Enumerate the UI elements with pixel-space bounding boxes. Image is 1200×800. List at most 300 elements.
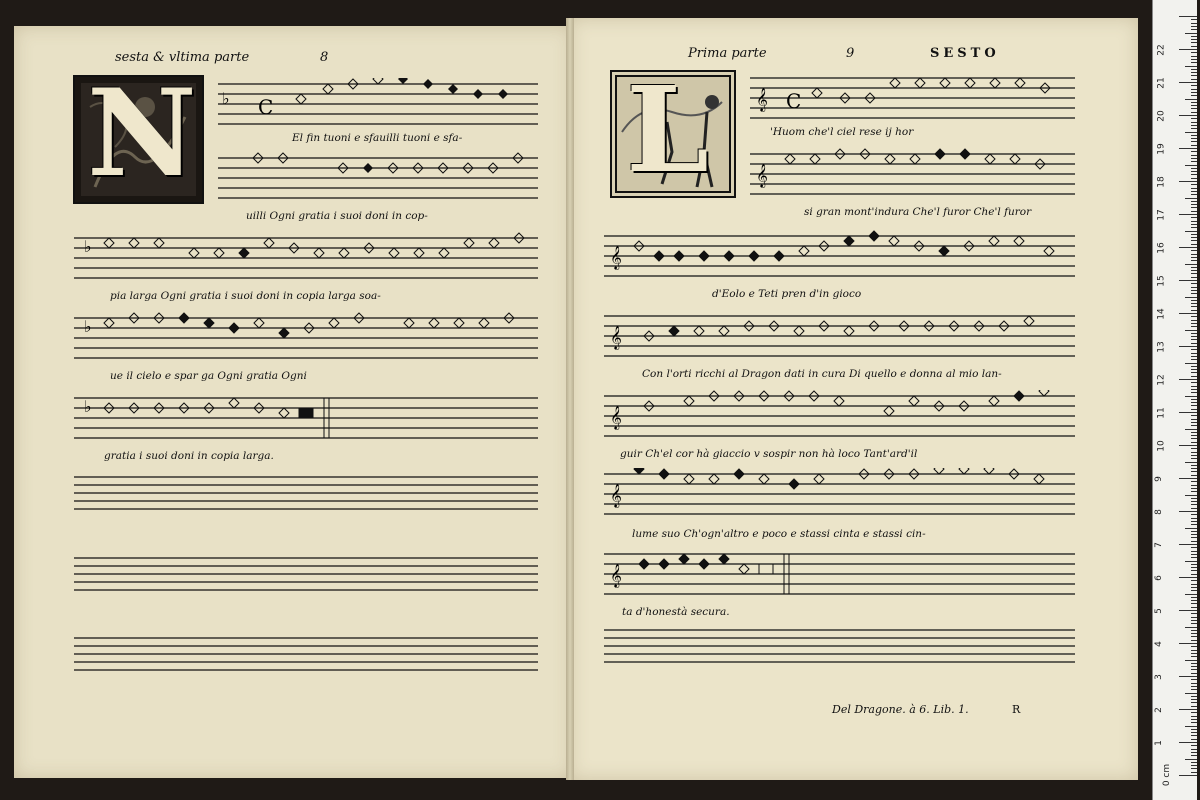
ruler-tick [1191, 679, 1197, 680]
ruler-tick [1191, 633, 1197, 634]
ruler-tick [1191, 260, 1197, 261]
left-lyric-2: uilli Ogni gratia i suoi doni in cop- [246, 210, 428, 222]
ruler-tick [1185, 462, 1197, 463]
ruler-tick [1191, 732, 1197, 733]
ruler-mark: 13 [1156, 341, 1167, 353]
ruler-tick [1191, 524, 1197, 525]
ruler-tick [1185, 99, 1197, 100]
ruler-tick [1191, 557, 1197, 558]
left-header-part: sesta & vltima parte [115, 50, 250, 65]
ruler-tick [1191, 567, 1197, 568]
ruler-tick [1191, 745, 1197, 746]
ruler-tick [1191, 79, 1197, 80]
ruler-tick [1191, 673, 1197, 674]
ruler-tick [1191, 574, 1197, 575]
ruler-tick [1179, 379, 1197, 380]
left-lyric-5: gratia i suoi doni in copia larga. [104, 450, 274, 462]
ruler-tick [1185, 165, 1197, 166]
ruler-tick [1191, 59, 1197, 60]
ruler-tick [1191, 481, 1197, 482]
ruler-tick [1185, 561, 1197, 562]
ruler-tick [1191, 151, 1197, 152]
right-lyric-3: d'Eolo e Teti pren d'in gioco [712, 288, 862, 300]
ruler-tick [1191, 669, 1197, 670]
ruler-tick [1179, 709, 1197, 710]
ruler-tick [1191, 570, 1197, 571]
ruler-tick [1191, 171, 1197, 172]
ruler-tick [1191, 617, 1197, 618]
treble-clef-icon: 𝄞 [610, 483, 622, 507]
ruler-tick [1191, 29, 1197, 30]
left-page-number: 8 [320, 50, 329, 65]
treble-clef-icon: 𝄞 [610, 563, 622, 587]
ruler-tick [1191, 353, 1197, 354]
ruler-tick [1191, 452, 1197, 453]
left-lyric-3: pia larga Ogni gratia i suoi doni in copia larga soa- [110, 290, 381, 302]
ruler-tick [1191, 386, 1197, 387]
ruler-tick [1185, 429, 1197, 430]
ruler-tick [1191, 211, 1197, 212]
left-staff-3 [74, 232, 538, 284]
ruler-mark: 1 [1153, 740, 1164, 746]
ruler-tick [1191, 425, 1197, 426]
ruler-tick [1191, 306, 1197, 307]
ruler-tick [1179, 214, 1197, 215]
ruler-tick [1191, 336, 1197, 337]
treble-clef-icon: 𝄞 [756, 163, 768, 187]
ruler-tick [1185, 297, 1197, 298]
ruler-tick [1191, 56, 1197, 57]
ruler-tick [1179, 280, 1197, 281]
ruler-tick [1191, 293, 1197, 294]
ruler-tick [1179, 82, 1197, 83]
ruler-tick [1191, 359, 1197, 360]
ruler-tick [1191, 422, 1197, 423]
ruler-mark: 19 [1156, 143, 1167, 155]
ruler-tick [1185, 726, 1197, 727]
ruler-mark: 20 [1156, 110, 1167, 122]
ruler-tick [1191, 501, 1197, 502]
ruler-tick [1191, 402, 1197, 403]
ruler-tick [1191, 52, 1197, 53]
ruler-tick [1185, 495, 1197, 496]
flat-icon: ♭ [84, 317, 92, 336]
left-lyric-4: ue il cielo e spar ga Ogni gratia Ogni [110, 370, 307, 382]
ruler-mark: 12 [1156, 374, 1167, 386]
ruler-tick [1179, 49, 1197, 50]
ruler-tick [1185, 198, 1197, 199]
ruler-tick [1191, 765, 1197, 766]
ruler-tick [1191, 145, 1197, 146]
ruler-tick [1191, 590, 1197, 591]
treble-clef-icon: 𝄞 [610, 325, 622, 349]
ruler-tick [1179, 148, 1197, 149]
ruler-tick [1191, 623, 1197, 624]
ruler-tick [1191, 85, 1197, 86]
ruler-tick [1191, 613, 1197, 614]
ruler-tick [1191, 267, 1197, 268]
ruler-tick [1191, 244, 1197, 245]
ruler-tick [1185, 363, 1197, 364]
ruler-tick [1191, 316, 1197, 317]
right-lyric-7: ta d'honestà secura. [622, 606, 730, 618]
ruler-tick [1191, 174, 1197, 175]
ruler-tick [1191, 706, 1197, 707]
left-empty-staff-2 [74, 556, 538, 598]
right-staff-1 [750, 72, 1075, 124]
ruler-tick [1191, 653, 1197, 654]
right-staff-4 [604, 310, 1075, 362]
initial-letter: L [626, 70, 709, 198]
ruler-tick [1185, 627, 1197, 628]
ruler-tick [1191, 112, 1197, 113]
ruler-tick [1191, 36, 1197, 37]
ruler-tick [1191, 689, 1197, 690]
ruler-tick [1191, 719, 1197, 720]
ruler-tick [1191, 580, 1197, 581]
ruler-tick [1179, 445, 1197, 446]
right-lyric-6: lume suo Ch'ogn'altro e poco e stassi cinta e stassi cin- [632, 528, 926, 540]
ruler-tick [1191, 600, 1197, 601]
ruler-tick [1191, 712, 1197, 713]
left-empty-staff-3 [74, 636, 538, 678]
ruler-tick [1191, 221, 1197, 222]
ruler-tick [1191, 188, 1197, 189]
ruler-tick [1191, 168, 1197, 169]
ruler-tick [1191, 448, 1197, 449]
ruler-tick [1191, 155, 1197, 156]
common-time-icon: C [786, 89, 802, 113]
ruler-tick [1191, 122, 1197, 123]
ruler-tick [1191, 234, 1197, 235]
decorated-initial-l [610, 70, 736, 198]
ruler-mark: 22 [1156, 44, 1167, 56]
ruler-tick [1191, 287, 1197, 288]
ruler-tick [1185, 660, 1197, 661]
ruler-tick [1191, 656, 1197, 657]
ruler-tick [1191, 191, 1197, 192]
ruler-tick [1191, 62, 1197, 63]
ruler-mark: 5 [1153, 608, 1164, 614]
ruler-tick [1191, 270, 1197, 271]
ruler-tick [1191, 739, 1197, 740]
ruler-tick [1191, 240, 1197, 241]
ruler-tick [1191, 603, 1197, 604]
right-staff-2 [750, 148, 1075, 200]
left-lyric-1: El fin tuoni e sfauilli tuoni e sfa- [292, 132, 463, 144]
ruler-tick [1191, 716, 1197, 717]
right-page-number: 9 [846, 46, 855, 61]
right-staff-7 [604, 548, 1075, 600]
ruler-tick [1191, 442, 1197, 443]
ruler-mark: 21 [1156, 77, 1167, 89]
ruler-tick [1191, 277, 1197, 278]
ruler-tick [1191, 498, 1197, 499]
ruler-tick [1179, 643, 1197, 644]
treble-clef-icon: 𝄞 [610, 245, 622, 269]
ruler-tick [1179, 742, 1197, 743]
ruler-tick [1191, 534, 1197, 535]
ruler-tick [1191, 128, 1197, 129]
ruler-tick [1179, 577, 1197, 578]
right-lyric-1: 'Huom che'l ciel rese ij hor [770, 126, 914, 138]
ruler-tick [1191, 514, 1197, 515]
measurement-ruler [1152, 0, 1197, 800]
ruler-tick [1179, 544, 1197, 545]
ruler-tick [1191, 666, 1197, 667]
ruler-tick [1185, 759, 1197, 760]
ruler-tick [1179, 478, 1197, 479]
ruler-tick [1191, 204, 1197, 205]
ruler-tick [1185, 594, 1197, 595]
ruler-tick [1191, 138, 1197, 139]
ruler-tick [1191, 607, 1197, 608]
ruler-tick [1185, 528, 1197, 529]
common-time-icon: C [258, 95, 274, 119]
ruler-tick [1191, 663, 1197, 664]
ruler-tick [1191, 488, 1197, 489]
ruler-tick [1191, 102, 1197, 103]
ruler-tick [1179, 775, 1197, 776]
ruler-tick [1191, 541, 1197, 542]
ruler-mark: 6 [1153, 575, 1164, 581]
ruler-tick [1191, 283, 1197, 284]
ruler-tick [1191, 620, 1197, 621]
ruler-tick [1191, 686, 1197, 687]
ruler-tick [1179, 412, 1197, 413]
ruler-tick [1191, 118, 1197, 119]
ruler-tick [1191, 735, 1197, 736]
ruler-tick [1191, 382, 1197, 383]
ruler-tick [1191, 491, 1197, 492]
ruler-tick [1191, 699, 1197, 700]
ruler-tick [1191, 310, 1197, 311]
ruler-tick [1191, 597, 1197, 598]
ruler-tick [1191, 320, 1197, 321]
ruler-tick [1191, 702, 1197, 703]
right-staff-3 [604, 230, 1075, 282]
ruler-tick [1191, 458, 1197, 459]
ruler-tick [1191, 749, 1197, 750]
ruler-tick [1191, 468, 1197, 469]
ruler-mark: 15 [1156, 275, 1167, 287]
ruler-tick [1191, 250, 1197, 251]
ruler-tick [1179, 511, 1197, 512]
ruler-tick [1179, 610, 1197, 611]
ruler-tick [1191, 432, 1197, 433]
ruler-tick [1191, 455, 1197, 456]
left-empty-staff-1 [74, 475, 538, 517]
ruler-tick [1191, 303, 1197, 304]
ruler-mark: 18 [1156, 176, 1167, 188]
ruler-tick [1191, 72, 1197, 73]
ruler-tick [1191, 237, 1197, 238]
ruler-tick [1191, 392, 1197, 393]
flat-icon: ♭ [222, 89, 230, 108]
ruler-tick [1191, 508, 1197, 509]
ruler-tick [1185, 132, 1197, 133]
ruler-mark: 17 [1156, 209, 1167, 221]
ruler-tick [1191, 26, 1197, 27]
right-lyric-5: guir Ch'el cor hà giaccio v sospir non hà loco Tant'ard'il [620, 448, 918, 460]
flat-icon: ♭ [84, 237, 92, 256]
ruler-tick [1191, 768, 1197, 769]
ruler-tick [1191, 752, 1197, 753]
ruler-tick [1191, 372, 1197, 373]
ruler-tick [1191, 161, 1197, 162]
ruler-tick [1191, 39, 1197, 40]
ruler-tick [1191, 547, 1197, 548]
ruler-tick [1191, 640, 1197, 641]
ruler-tick [1191, 227, 1197, 228]
ruler-tick [1191, 326, 1197, 327]
ruler-tick [1185, 693, 1197, 694]
ruler-tick [1191, 349, 1197, 350]
ruler-mark: 7 [1153, 542, 1164, 548]
ruler-tick [1191, 201, 1197, 202]
ruler-tick [1185, 264, 1197, 265]
ruler-tick [1191, 95, 1197, 96]
left-staff-1 [218, 78, 538, 130]
ruler-tick [1191, 69, 1197, 70]
ruler-tick [1191, 722, 1197, 723]
treble-clef-icon: 𝄞 [756, 87, 768, 111]
ruler-tick [1179, 181, 1197, 182]
ruler-tick [1191, 108, 1197, 109]
ruler-tick [1185, 330, 1197, 331]
left-staff-5 [74, 392, 538, 444]
ruler-mark: 11 [1156, 407, 1167, 419]
signature-mark: R [1012, 703, 1021, 716]
ruler-mark: 9 [1153, 476, 1164, 482]
book-gutter [566, 18, 574, 780]
ruler-tick [1191, 696, 1197, 697]
left-staff-2 [218, 152, 538, 204]
right-header-part: Prima parte [688, 46, 767, 61]
ruler-tick [1185, 66, 1197, 67]
ruler-tick [1191, 290, 1197, 291]
ruler-tick [1191, 343, 1197, 344]
ruler-tick [1191, 551, 1197, 552]
flat-icon: ♭ [84, 397, 92, 416]
ruler-unit-label: 0 cm [1162, 763, 1173, 787]
ruler-tick [1191, 178, 1197, 179]
ruler-tick [1191, 521, 1197, 522]
ruler-tick [1191, 333, 1197, 334]
ruler-tick [1191, 158, 1197, 159]
ruler-tick [1191, 92, 1197, 93]
ruler-tick [1191, 537, 1197, 538]
ruler-tick [1191, 135, 1197, 136]
ruler-tick [1191, 75, 1197, 76]
ruler-tick [1191, 323, 1197, 324]
ruler-tick [1191, 762, 1197, 763]
ruler-tick [1191, 125, 1197, 126]
ruler-tick [1191, 729, 1197, 730]
ruler-tick [1179, 16, 1197, 17]
ruler-tick [1191, 184, 1197, 185]
ruler-mark: 4 [1153, 641, 1164, 647]
initial-letter: N [87, 75, 197, 204]
ruler-tick [1191, 405, 1197, 406]
ruler-mark: 3 [1153, 674, 1164, 680]
ruler-tick [1191, 650, 1197, 651]
ruler-tick [1191, 438, 1197, 439]
ruler-tick [1191, 207, 1197, 208]
ruler-tick [1191, 772, 1197, 773]
note-group [296, 78, 508, 104]
ruler-tick [1191, 646, 1197, 647]
ruler-tick [1191, 531, 1197, 532]
ruler-tick [1191, 257, 1197, 258]
ruler-tick [1191, 435, 1197, 436]
ruler-tick [1191, 376, 1197, 377]
ruler-tick [1191, 564, 1197, 565]
ruler-tick [1191, 465, 1197, 466]
right-empty-staff [604, 628, 1075, 670]
ruler-mark: 10 [1156, 440, 1167, 452]
ruler-tick [1191, 471, 1197, 472]
ruler-tick [1191, 23, 1197, 24]
ruler-tick [1191, 683, 1197, 684]
ruler-tick [1191, 504, 1197, 505]
ruler-tick [1191, 584, 1197, 585]
right-lyric-2: si gran mont'indura Che'l furor Che'l furor [804, 206, 1032, 218]
ruler-tick [1185, 396, 1197, 397]
ruler-tick [1191, 194, 1197, 195]
ruler-tick [1191, 42, 1197, 43]
left-staff-4 [74, 312, 538, 364]
ruler-tick [1191, 339, 1197, 340]
ruler-tick [1191, 217, 1197, 218]
ruler-tick [1179, 676, 1197, 677]
ruler-tick [1191, 475, 1197, 476]
ruler-tick [1191, 89, 1197, 90]
right-staff-6 [604, 468, 1075, 520]
right-voice-name: SESTO [930, 46, 1000, 61]
ruler-tick [1191, 369, 1197, 370]
ruler-tick [1191, 46, 1197, 47]
ruler-tick [1191, 399, 1197, 400]
ruler-tick [1179, 313, 1197, 314]
ruler-tick [1191, 141, 1197, 142]
ruler-tick [1191, 19, 1197, 20]
ruler-tick [1191, 415, 1197, 416]
ruler-tick [1191, 636, 1197, 637]
ruler-tick [1191, 419, 1197, 420]
ruler-tick [1179, 247, 1197, 248]
ruler-tick [1191, 755, 1197, 756]
ruler-mark: 14 [1156, 308, 1167, 320]
right-lyric-4: Con l'orti ricchi al Dragon dati in cura Di quello e donna al mio lan- [642, 368, 1002, 380]
ruler-tick [1191, 300, 1197, 301]
ruler-tick [1179, 115, 1197, 116]
ruler-tick [1191, 389, 1197, 390]
ruler-tick [1191, 254, 1197, 255]
ruler-tick [1179, 346, 1197, 347]
ruler-tick [1191, 366, 1197, 367]
ruler-tick [1191, 273, 1197, 274]
right-staff-5 [604, 390, 1075, 442]
ruler-tick [1191, 554, 1197, 555]
ruler-tick [1191, 518, 1197, 519]
ruler-tick [1191, 485, 1197, 486]
ruler-tick [1191, 630, 1197, 631]
ruler-tick [1191, 224, 1197, 225]
ruler-tick [1185, 231, 1197, 232]
ruler-tick [1191, 356, 1197, 357]
ruler-mark: 16 [1156, 242, 1167, 254]
